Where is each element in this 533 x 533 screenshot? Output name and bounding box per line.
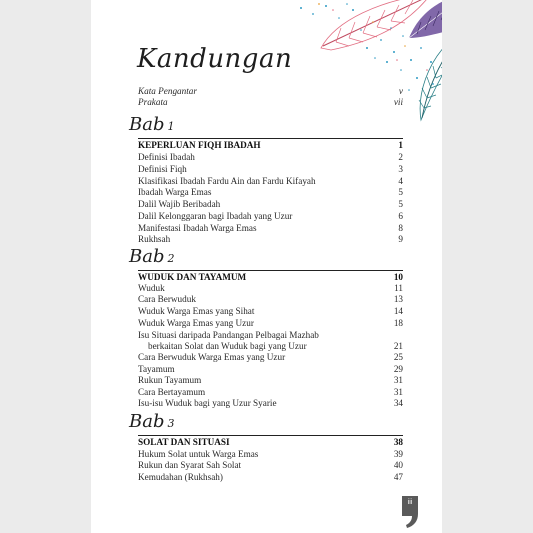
section-heading-page: 1 — [398, 140, 403, 150]
toc-entry — [138, 163, 403, 175]
toc-entry-label: Kemudahan (Rukhsah) — [138, 472, 223, 482]
toc-entry-label: Tayamum — [138, 364, 175, 374]
toc-entry — [138, 317, 403, 329]
toc-entry-label: Definisi Fiqh — [138, 164, 187, 174]
toc-entry-label: Definisi Ibadah — [138, 152, 195, 162]
chapter-label: Bab — [129, 411, 165, 432]
toc-entry-label: berkaitan Solat dan Wuduk bagi yang Uzur — [148, 341, 307, 351]
purple-feather-icon — [409, 0, 442, 38]
toc-entry — [138, 351, 403, 363]
toc-entry-label: Wuduk — [138, 283, 165, 293]
toc-entry — [138, 151, 403, 163]
toc-entry — [138, 459, 403, 471]
toc-entry — [138, 397, 403, 409]
page-title: Kandungan — [137, 44, 293, 74]
toc-entry-label: Kata Pengantar — [138, 86, 197, 96]
toc-entry — [138, 186, 403, 198]
toc-entry-label: Hukum Solat untuk Warga Emas — [138, 449, 259, 459]
chapter-number: 1 — [167, 120, 175, 133]
toc-entry-label: Isu Situasi daripada Pandangan Pelbagai Mazhab — [138, 330, 319, 340]
toc-entry-page: 2 — [398, 152, 403, 162]
toc-entry-page: v — [398, 86, 403, 96]
section-heading-label: WUDUK DAN TAYAMUM — [138, 272, 247, 282]
toc-entry-label: Cara Berwuduk Warga Emas yang Uzur — [138, 352, 286, 362]
confetti-dots — [300, 3, 434, 91]
toc-entry-label: Cara Berwuduk — [138, 294, 196, 304]
toc-entry-label: Prakata — [138, 97, 168, 107]
toc-entry-label: Dalil Kelonggaran bagi Ibadah yang Uzur — [138, 211, 293, 221]
confetti-dots-pink — [332, 9, 428, 71]
chapter-label: Bab — [129, 114, 165, 135]
toc-entry-label: Dalil Wajib Beribadah — [138, 199, 221, 209]
toc-entry — [138, 305, 403, 317]
chapter-number: 3 — [167, 417, 175, 430]
toc-entry-page: 5 — [398, 187, 403, 197]
toc-entry — [138, 233, 403, 245]
toc-entry-label: Ibadah Warga Emas — [138, 187, 212, 197]
toc-entry-page: 11 — [394, 283, 403, 293]
toc-entry — [138, 198, 403, 210]
chapter-label: Bab — [129, 246, 165, 267]
toc-entry-page: 9 — [398, 234, 403, 244]
toc-entry-label: Rukun dan Syarat Sah Solat — [138, 460, 242, 470]
toc-entry-label: Wuduk Warga Emas yang Sihat — [138, 306, 255, 316]
section-heading-label: SOLAT DAN SITUASI — [138, 437, 230, 447]
toc-entry-page: vii — [393, 97, 403, 107]
toc-entry-label: Wuduk Warga Emas yang Uzur — [138, 318, 254, 328]
toc-entry — [138, 96, 403, 108]
toc-entry — [138, 293, 403, 305]
section-heading-page: 38 — [393, 437, 403, 447]
toc-entry-page: 14 — [393, 306, 403, 316]
toc-entry-label: Cara Bertayamum — [138, 387, 206, 397]
toc-entry-page: 29 — [393, 364, 403, 374]
book-page — [91, 0, 442, 533]
toc-entry-page: 18 — [393, 318, 403, 328]
toc-entry-page: 47 — [393, 472, 403, 482]
toc-entry-page: 8 — [398, 223, 403, 233]
section-heading — [138, 436, 403, 448]
pink-feather-icon — [321, 0, 431, 50]
toc-entry — [138, 471, 403, 483]
teal-feather-icon — [419, 40, 442, 120]
toc-entry-label: Rukun Tayamum — [138, 375, 202, 385]
chapter-heading-3 — [129, 411, 174, 432]
toc-entry-page: 5 — [398, 199, 403, 209]
section-heading-label: KEPERLUAN FIQH IBADAH — [138, 140, 261, 150]
toc-entry-page: 34 — [393, 398, 403, 408]
toc-entry-label: Rukhsah — [138, 234, 171, 244]
section-heading — [138, 139, 403, 151]
toc-entry-page: 31 — [393, 375, 403, 385]
confetti-dots-orange — [318, 3, 406, 47]
toc-entry-label: Isu-isu Wuduk bagi yang Uzur Syarie — [138, 398, 277, 408]
toc-entry-page: 39 — [393, 449, 403, 459]
toc-entry-page: 4 — [398, 176, 403, 186]
section-heading-page: 10 — [393, 272, 403, 282]
chapter-heading-2 — [129, 246, 174, 267]
toc-entry-page: 13 — [393, 294, 403, 304]
toc-entry-page: 3 — [398, 164, 403, 174]
toc-entry-page: 25 — [393, 352, 403, 362]
page-number: iii — [407, 499, 413, 506]
toc-entry — [138, 210, 403, 222]
toc-entry — [138, 374, 403, 386]
toc-entry-page: 31 — [393, 387, 403, 397]
chapter-number: 2 — [167, 252, 175, 265]
toc-entry-label: Klasifikasi Ibadah Fardu Ain dan Fardu Kifayah — [138, 176, 316, 186]
chapter-heading-1 — [129, 114, 174, 135]
toc-entry-page: 6 — [398, 211, 403, 221]
toc-entry-label: Manifestasi Ibadah Warga Emas — [138, 223, 257, 233]
toc-entry-page: 21 — [393, 341, 403, 351]
toc-entry-page: 40 — [393, 460, 403, 470]
